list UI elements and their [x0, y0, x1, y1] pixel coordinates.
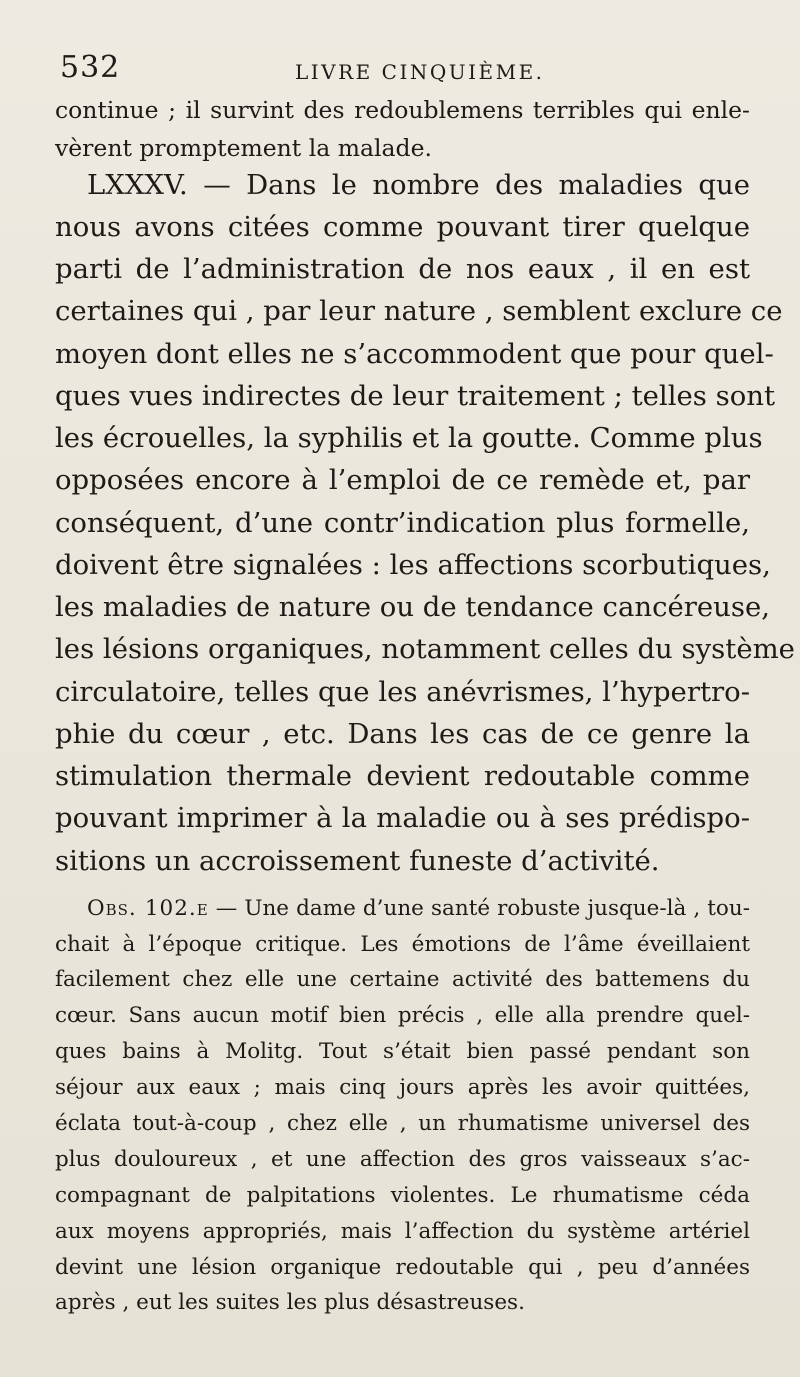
text-line: certaines qui , par leur nature , semblent exclure ce — [55, 295, 783, 327]
text-line — [55, 896, 750, 921]
text-line: moyen dont elles ne s’accommodent que pour quel- — [55, 338, 774, 370]
observation-label: Obs. 102.e — [87, 896, 209, 921]
text-line: conséquent, d’une contr’indication plus formelle, — [55, 507, 750, 539]
text-line: phie du cœur , etc. Dans les cas de ce genre la — [55, 718, 750, 750]
page-number: 532 — [60, 50, 121, 85]
text-line: les écrouelles, la syphilis et la goutte. Comme plus — [55, 422, 763, 454]
text-line: vèrent promptement la malade. — [55, 134, 432, 162]
text-line: doivent être signalées : les affections scorbutiques, — [55, 549, 771, 581]
page-header — [60, 50, 742, 90]
text-line: nous avons citées comme pouvant tirer quelque — [55, 211, 750, 243]
text-line: continue ; il survint des redoublemens terribles qui enle- — [55, 96, 750, 124]
text-line: plus douloureux , et une affection des gros vaisseaux s’ac- — [55, 1147, 750, 1172]
text-line: les lésions organiques, notamment celles du système — [55, 633, 795, 665]
text-line: ques bains à Molitg. Tout s’était bien passé pendant son — [55, 1039, 750, 1064]
text-line: cœur. Sans aucun motif bien précis , elle alla prendre quel- — [55, 1003, 750, 1028]
text-line: séjour aux eaux ; mais cinq jours après les avoir quittées, — [55, 1075, 750, 1100]
text-line: ques vues indirectes de leur traitement ; telles sont — [55, 380, 776, 412]
text-line: sitions un accroissement funeste d’activité. — [55, 845, 660, 877]
text-line: circulatoire, telles que les anévrismes, l’hypertro- — [55, 676, 751, 708]
text-line: pouvant imprimer à la maladie ou à ses prédispo- — [55, 802, 750, 834]
text-line: opposées encore à l’emploi de ce remède et, par — [55, 464, 750, 496]
text-line: chait à l’époque critique. Les émotions de l’âme éveillaient — [55, 932, 750, 957]
text-line: éclata tout-à-coup , chez elle , un rhumatisme universel des — [55, 1111, 750, 1136]
text-line: devint une lésion organique redoutable qui , peu d’années — [55, 1255, 750, 1280]
text-line: compagnant de palpitations violentes. Le rhumatisme céda — [55, 1183, 750, 1208]
text-line: stimulation thermale devient redoutable comme — [55, 760, 750, 792]
text-line: facilement chez elle une certaine activité des battemens du — [55, 967, 750, 992]
text-line: parti de l’administration de nos eaux , il en est — [55, 253, 750, 285]
text-line: aux moyens appropriés, mais l’affection du système artériel — [55, 1219, 750, 1244]
observation-text: — Une dame d’une santé robuste jusque-là , tou- — [208, 896, 750, 921]
text-line: après , eut les suites les plus désastreuses. — [55, 1290, 525, 1315]
text-line: LXXXV. — Dans le nombre des maladies que — [87, 169, 750, 201]
text-line: les maladies de nature ou de tendance cancéreuse, — [55, 591, 770, 623]
running-title: LIVRE CINQUIÈME. — [295, 60, 545, 84]
